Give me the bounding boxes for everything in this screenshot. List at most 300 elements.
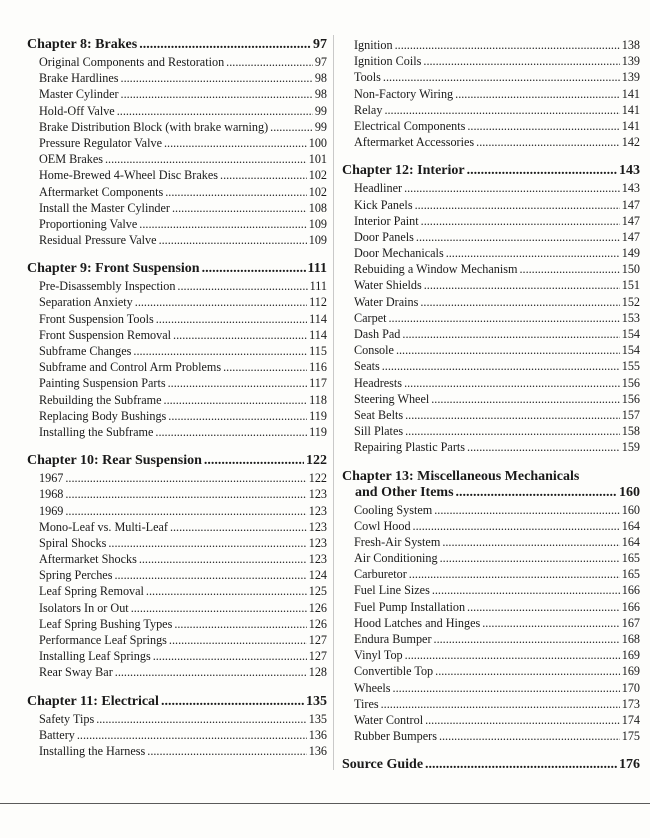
toc-entry-page: 126 bbox=[308, 616, 327, 631]
toc-entry[interactable] bbox=[27, 711, 327, 727]
leader-dots bbox=[435, 663, 620, 679]
toc-entry-page: 109 bbox=[308, 216, 327, 231]
toc-entry-title: Convertible Top bbox=[354, 664, 434, 679]
toc-entry[interactable] bbox=[342, 647, 640, 663]
toc-entry[interactable] bbox=[27, 648, 327, 664]
toc-entry-page: 154 bbox=[621, 343, 640, 358]
toc-entry[interactable] bbox=[27, 103, 327, 119]
toc-entry-page: 139 bbox=[621, 70, 640, 85]
toc-entry-title: Seat Belts bbox=[354, 407, 404, 422]
chapter-title: Chapter 9: Front Suspension bbox=[27, 261, 200, 277]
toc-entry[interactable] bbox=[342, 599, 640, 615]
toc-entry-title: Rebuilding the Subframe bbox=[39, 392, 162, 407]
toc-entry[interactable] bbox=[27, 232, 327, 248]
toc-entry[interactable] bbox=[342, 197, 640, 213]
leader-dots bbox=[139, 216, 306, 232]
toc-chapter bbox=[27, 37, 327, 248]
leader-dots bbox=[168, 375, 308, 391]
leader-dots bbox=[131, 600, 307, 616]
toc-entry-page: 167 bbox=[621, 615, 640, 630]
toc-entry[interactable] bbox=[27, 184, 327, 200]
leader-dots bbox=[77, 727, 307, 743]
toc-entry-page: 149 bbox=[621, 246, 640, 261]
toc-entry-page: 123 bbox=[308, 535, 327, 550]
toc-entry[interactable] bbox=[27, 486, 327, 502]
leader-dots bbox=[226, 54, 313, 70]
toc-entry-title: Subframe Changes bbox=[39, 344, 132, 358]
toc-entry-title: Front Suspension Removal bbox=[39, 327, 172, 342]
toc-entry-page: 138 bbox=[621, 38, 640, 52]
toc-entry-title: Install the Master Cylinder bbox=[39, 200, 170, 215]
chapter-title-line2 bbox=[342, 485, 640, 501]
leader-dots bbox=[383, 69, 620, 85]
chapter-heading[interactable] bbox=[27, 453, 327, 469]
toc-entry-title: 1969 bbox=[39, 503, 64, 518]
leader-dots bbox=[172, 200, 307, 216]
toc-entry-title: Painting Suspension Parts bbox=[39, 376, 166, 391]
leader-dots bbox=[170, 519, 307, 535]
leader-dots bbox=[146, 583, 307, 599]
toc-entry[interactable] bbox=[27, 167, 327, 183]
toc-entry[interactable] bbox=[342, 728, 640, 744]
leader-dots bbox=[404, 375, 620, 391]
chapter-title: Chapter 8: Brakes bbox=[27, 37, 138, 52]
toc-entry[interactable] bbox=[27, 424, 327, 440]
toc-entry-page: 142 bbox=[621, 135, 640, 150]
toc-entry[interactable] bbox=[342, 245, 640, 261]
toc-entry[interactable] bbox=[27, 583, 327, 599]
leader-dots bbox=[442, 534, 619, 550]
toc-entry-title: Water Drains bbox=[354, 294, 419, 309]
toc-chapter bbox=[342, 469, 640, 745]
leader-dots bbox=[114, 567, 306, 583]
toc-entry[interactable] bbox=[27, 327, 327, 343]
leader-dots bbox=[432, 582, 620, 598]
leader-dots bbox=[164, 135, 307, 151]
toc-entry[interactable] bbox=[27, 567, 327, 583]
toc-entry-title: Original Components and Restoration bbox=[39, 55, 225, 69]
toc-entry-title: Carpet bbox=[354, 310, 387, 325]
toc-entry[interactable] bbox=[27, 743, 327, 759]
leader-dots bbox=[416, 229, 620, 245]
toc-entry[interactable] bbox=[27, 151, 327, 167]
toc-entry-title: Mono-Leaf vs. Multi-Leaf bbox=[39, 519, 168, 534]
toc-entry-title: Cowl Hood bbox=[354, 518, 411, 533]
toc-entry[interactable] bbox=[27, 86, 327, 102]
leader-dots bbox=[135, 294, 307, 310]
toc-entry-page: 102 bbox=[308, 168, 327, 183]
chapter-title-cont: and Other Items bbox=[355, 484, 454, 500]
toc-entry-page: 155 bbox=[621, 359, 640, 374]
toc-entry[interactable] bbox=[342, 375, 640, 391]
toc-entry-title: Front Suspension Tools bbox=[39, 311, 154, 326]
toc-entry-title: 1968 bbox=[39, 487, 64, 502]
toc-entry-title: Pressure Regulator Valve bbox=[39, 135, 162, 150]
toc-entry[interactable] bbox=[342, 391, 640, 407]
toc-entry-title: Seats bbox=[354, 359, 380, 374]
leader-dots bbox=[389, 310, 620, 326]
toc-entry[interactable] bbox=[27, 343, 327, 359]
toc-entry[interactable] bbox=[27, 278, 327, 294]
toc-entry-page: 170 bbox=[621, 680, 640, 695]
leader-dots bbox=[456, 485, 617, 501]
leader-dots bbox=[168, 408, 307, 424]
toc-entry-title: Rear Sway Bar bbox=[39, 665, 113, 680]
leader-dots bbox=[424, 277, 620, 293]
toc-entry-page: 151 bbox=[621, 278, 640, 293]
toc-entry-title: Hold-Off Valve bbox=[39, 103, 115, 118]
leader-dots bbox=[405, 647, 620, 663]
leader-dots bbox=[482, 615, 619, 631]
toc-entry-page: 164 bbox=[621, 534, 640, 549]
leader-dots bbox=[519, 261, 619, 277]
leader-dots bbox=[421, 213, 620, 229]
leader-dots bbox=[133, 343, 307, 359]
toc-entry[interactable] bbox=[342, 407, 640, 423]
toc-entry-title: Electrical Components bbox=[354, 118, 466, 133]
toc-entry-page: 123 bbox=[308, 503, 327, 518]
toc-entry-page: 136 bbox=[308, 727, 327, 742]
toc-entry-title: Aftermarket Accessories bbox=[354, 135, 475, 150]
toc-entry-page: 125 bbox=[308, 584, 327, 599]
toc-entry-page: 114 bbox=[309, 327, 327, 342]
toc-entry[interactable] bbox=[342, 439, 640, 455]
leader-dots bbox=[425, 757, 617, 773]
toc-entry-title: Pre-Disassembly Inspection bbox=[39, 279, 176, 294]
toc-entry-page: 127 bbox=[308, 633, 327, 647]
leader-dots bbox=[65, 503, 306, 519]
toc-entry[interactable] bbox=[342, 358, 640, 374]
leader-dots bbox=[121, 70, 313, 86]
toc-entry-page: 111 bbox=[309, 279, 327, 294]
toc-entry[interactable] bbox=[342, 663, 640, 679]
toc-entry-title: Headliner bbox=[354, 181, 403, 196]
toc-entry-title: Console bbox=[354, 343, 394, 358]
toc-entry[interactable] bbox=[27, 503, 327, 519]
toc-entry-page: 127 bbox=[308, 649, 327, 664]
source-guide-heading[interactable] bbox=[342, 757, 640, 773]
leader-dots bbox=[431, 391, 619, 407]
toc-entry[interactable] bbox=[27, 519, 327, 535]
chapter-heading[interactable] bbox=[27, 694, 327, 710]
toc-entry-title: Interior Paint bbox=[354, 213, 419, 228]
toc-entry-title: Carburetor bbox=[354, 567, 407, 582]
leader-dots bbox=[405, 423, 620, 439]
leader-dots bbox=[415, 197, 620, 213]
chapter-page: 97 bbox=[313, 37, 327, 52]
leader-dots bbox=[404, 180, 620, 196]
toc-entry-page: 166 bbox=[621, 583, 640, 598]
toc-entry-title: Replacing Body Bushings bbox=[39, 408, 167, 423]
toc-entry-title: Water Shields bbox=[354, 278, 422, 293]
toc-entry-page: 109 bbox=[308, 233, 327, 248]
chapter-page: 143 bbox=[619, 163, 640, 179]
leader-dots bbox=[413, 518, 620, 534]
leader-dots bbox=[105, 151, 307, 167]
leader-dots bbox=[467, 163, 617, 179]
leader-dots bbox=[177, 278, 307, 294]
toc-entry-page: 152 bbox=[621, 294, 640, 309]
toc-entry[interactable] bbox=[342, 326, 640, 342]
toc-entry[interactable] bbox=[27, 70, 327, 86]
leader-dots bbox=[202, 261, 306, 277]
toc-entry[interactable] bbox=[27, 119, 327, 135]
leader-dots bbox=[402, 326, 619, 342]
toc-entry[interactable] bbox=[27, 135, 327, 151]
toc-entry-title: Fuel Line Sizes bbox=[354, 583, 430, 598]
toc-entry-page: 165 bbox=[621, 567, 640, 582]
source-guide-page: 176 bbox=[619, 757, 640, 773]
leader-dots bbox=[108, 535, 306, 551]
toc-entry-title: Water Control bbox=[354, 712, 424, 727]
toc-entry[interactable] bbox=[342, 696, 640, 712]
toc-entry-page: 159 bbox=[621, 440, 640, 455]
chapter-page: 111 bbox=[307, 261, 327, 277]
toc-entry-title: Tires bbox=[354, 696, 379, 711]
toc-entry-title: Spring Perches bbox=[39, 568, 113, 583]
chapter-title: Chapter 10: Rear Suspension bbox=[27, 453, 202, 469]
toc-entry[interactable] bbox=[342, 534, 640, 550]
toc-entry-title: Fresh-Air System bbox=[354, 534, 441, 549]
toc-entry-title: Ignition Coils bbox=[354, 54, 422, 69]
toc-entry-title: Leaf Spring Removal bbox=[39, 584, 144, 599]
toc-entry-title: Rubber Bumpers bbox=[354, 729, 437, 744]
toc-entry[interactable] bbox=[27, 311, 327, 327]
toc-entry[interactable] bbox=[27, 200, 327, 216]
toc-entry-page: 150 bbox=[621, 262, 640, 277]
leader-dots bbox=[65, 486, 306, 502]
toc-entry[interactable] bbox=[27, 54, 327, 70]
toc-entry-page: 141 bbox=[621, 118, 640, 133]
leader-dots bbox=[425, 712, 620, 728]
toc-entry-page: 156 bbox=[621, 391, 640, 406]
toc-entry[interactable] bbox=[342, 229, 640, 245]
toc-entry[interactable] bbox=[342, 423, 640, 439]
chapter-page: 160 bbox=[619, 484, 640, 500]
chapter-page: 122 bbox=[306, 453, 327, 469]
leader-dots bbox=[173, 327, 307, 343]
leader-dots bbox=[204, 453, 304, 469]
toc-entry-page: 147 bbox=[621, 229, 640, 244]
toc-entry-page: 174 bbox=[621, 712, 640, 727]
toc-entry-page: 154 bbox=[621, 327, 640, 341]
leader-dots bbox=[96, 711, 307, 727]
toc-entry[interactable] bbox=[342, 261, 640, 277]
toc-entry[interactable] bbox=[342, 213, 640, 229]
chapter-heading[interactable] bbox=[27, 37, 327, 53]
leader-dots bbox=[220, 167, 307, 183]
toc-entry-title: Leaf Spring Bushing Types bbox=[39, 616, 173, 631]
toc-entry[interactable] bbox=[342, 53, 640, 69]
toc-chapter bbox=[27, 453, 327, 680]
toc-entry[interactable] bbox=[342, 37, 640, 53]
toc-entry-page: 118 bbox=[309, 392, 327, 407]
toc-entry-title: Master Cylinder bbox=[39, 87, 119, 102]
leader-dots bbox=[139, 37, 311, 53]
toc-entry-title: Steering Wheel bbox=[354, 391, 430, 406]
leader-dots bbox=[65, 470, 306, 486]
toc-entry[interactable] bbox=[342, 566, 640, 582]
toc-entry-title: 1967 bbox=[39, 471, 64, 486]
chapter-heading[interactable] bbox=[27, 261, 327, 277]
chapter-page: 135 bbox=[306, 693, 327, 709]
toc-entry-page: 100 bbox=[308, 135, 327, 150]
leader-dots bbox=[161, 694, 304, 710]
leader-dots bbox=[395, 37, 620, 53]
toc-entry-title: Installing Leaf Springs bbox=[39, 649, 151, 664]
toc-entry[interactable] bbox=[342, 102, 640, 118]
leader-dots bbox=[156, 311, 307, 327]
toc-entry[interactable] bbox=[342, 342, 640, 358]
source-guide-title: Source Guide bbox=[342, 757, 424, 773]
leader-dots bbox=[393, 680, 620, 696]
toc-entry-page: 98 bbox=[314, 87, 327, 102]
toc-entry-page: 147 bbox=[621, 213, 640, 228]
footer-rule bbox=[0, 803, 650, 804]
toc-entry-page: 169 bbox=[621, 664, 640, 679]
leader-dots bbox=[384, 102, 619, 118]
toc-entry-title: Door Panels bbox=[354, 229, 414, 244]
toc-entry-page: 139 bbox=[621, 54, 640, 69]
leader-dots bbox=[439, 728, 620, 744]
toc-entry[interactable] bbox=[342, 86, 640, 102]
toc-entry[interactable] bbox=[27, 600, 327, 616]
toc-chapter-continued bbox=[342, 37, 640, 150]
toc-entry-title: Relay bbox=[354, 102, 383, 117]
chapter-title: Chapter 12: Interior bbox=[342, 163, 465, 179]
toc-entry[interactable] bbox=[342, 550, 640, 566]
chapter-heading[interactable] bbox=[342, 163, 640, 179]
toc-entry[interactable] bbox=[27, 408, 327, 424]
toc-entry-page: 98 bbox=[314, 71, 327, 86]
toc-entry-page: 122 bbox=[308, 471, 327, 486]
leader-dots bbox=[467, 599, 620, 615]
leader-dots bbox=[423, 53, 619, 69]
leader-dots bbox=[420, 294, 619, 310]
toc-entry-title: Installing the Subframe bbox=[39, 424, 154, 439]
chapter-heading[interactable] bbox=[342, 469, 640, 501]
toc-entry-title: Separation Anxiety bbox=[39, 295, 133, 310]
leader-dots bbox=[467, 118, 619, 134]
toc-entry-page: 108 bbox=[308, 200, 327, 215]
chapter-title: Chapter 11: Electrical bbox=[27, 693, 159, 709]
toc-entry-page: 102 bbox=[308, 184, 327, 199]
toc-entry-page: 166 bbox=[621, 599, 640, 614]
leader-dots bbox=[440, 550, 620, 566]
toc-entry[interactable] bbox=[342, 277, 640, 293]
leader-dots bbox=[270, 119, 313, 135]
toc-entry-title: Ignition bbox=[354, 38, 393, 52]
toc-entry-page: 173 bbox=[621, 696, 640, 711]
toc-entry[interactable] bbox=[27, 294, 327, 310]
toc-entry[interactable] bbox=[342, 69, 640, 85]
toc-entry-title: Vinyl Top bbox=[354, 648, 403, 663]
toc-left-column bbox=[27, 37, 327, 772]
toc-entry-title: Installing the Harness bbox=[39, 743, 146, 758]
toc-entry-page: 112 bbox=[309, 295, 327, 310]
toc-entry[interactable] bbox=[342, 518, 640, 534]
leader-dots bbox=[155, 424, 307, 440]
toc-entry-page: 119 bbox=[309, 424, 327, 439]
toc-entry-page: 123 bbox=[308, 552, 327, 567]
toc-chapter bbox=[27, 261, 327, 440]
toc-entry-page: 165 bbox=[621, 551, 640, 566]
toc-entry[interactable] bbox=[27, 632, 327, 648]
toc-entry[interactable] bbox=[27, 616, 327, 632]
toc-entry[interactable] bbox=[342, 502, 640, 518]
toc-entry-page: 175 bbox=[621, 729, 640, 744]
toc-entry-title: Repairing Plastic Parts bbox=[354, 440, 466, 455]
toc-right-column bbox=[342, 37, 640, 773]
toc-entry-title: Residual Pressure Valve bbox=[39, 233, 157, 248]
leader-dots bbox=[434, 631, 620, 647]
toc-entry-page: 124 bbox=[308, 568, 327, 583]
toc-entry-page: 128 bbox=[308, 665, 327, 680]
leader-dots bbox=[382, 358, 620, 374]
toc-entry-title: Aftermarket Shocks bbox=[39, 552, 137, 567]
toc-entry[interactable] bbox=[342, 118, 640, 134]
toc-entry-page: 119 bbox=[309, 408, 327, 423]
toc-entry[interactable] bbox=[342, 310, 640, 326]
toc-entry-title: Cooling System bbox=[354, 502, 433, 517]
toc-entry-title: Aftermarket Components bbox=[39, 184, 164, 199]
toc-entry-page: 168 bbox=[621, 632, 640, 646]
toc-entry-page: 158 bbox=[621, 424, 640, 439]
toc-entry[interactable] bbox=[342, 134, 640, 150]
toc-entry[interactable] bbox=[342, 680, 640, 696]
leader-dots bbox=[405, 407, 620, 423]
toc-entry[interactable] bbox=[342, 582, 640, 598]
toc-entry[interactable] bbox=[27, 551, 327, 567]
toc-entry[interactable] bbox=[27, 216, 327, 232]
toc-entry-page: 101 bbox=[308, 152, 327, 167]
toc-entry-page: 116 bbox=[309, 360, 327, 375]
toc-entry-page: 156 bbox=[621, 375, 640, 390]
leader-dots bbox=[159, 232, 307, 248]
toc-entry-title: Proportioning Valve bbox=[39, 216, 138, 231]
toc-entry[interactable] bbox=[342, 631, 640, 647]
toc-entry-page: 114 bbox=[309, 311, 327, 326]
toc-entry[interactable] bbox=[27, 535, 327, 551]
leader-dots bbox=[476, 134, 620, 150]
toc-entry[interactable] bbox=[27, 664, 327, 680]
leader-dots bbox=[446, 245, 620, 261]
toc-entry[interactable] bbox=[342, 712, 640, 728]
toc-entry[interactable] bbox=[342, 615, 640, 631]
toc-entry[interactable] bbox=[27, 375, 327, 391]
toc-entry-page: 153 bbox=[621, 310, 640, 325]
toc-entry-title: Non-Factory Wiring bbox=[354, 86, 454, 101]
toc-entry-page: 164 bbox=[621, 518, 640, 533]
chapter-title-line1: Chapter 13: Miscellaneous Mechanicals bbox=[342, 468, 580, 484]
toc-entry[interactable] bbox=[27, 359, 327, 375]
toc-entry-title: Fuel Pump Installation bbox=[354, 599, 466, 614]
toc-entry[interactable] bbox=[27, 727, 327, 743]
toc-entry-page: 157 bbox=[621, 407, 640, 422]
toc-entry[interactable] bbox=[342, 180, 640, 196]
toc-entry-title: Isolators In or Out bbox=[39, 600, 129, 615]
toc-entry-page: 136 bbox=[308, 743, 327, 758]
toc-chapter bbox=[342, 163, 640, 455]
toc-entry[interactable] bbox=[27, 470, 327, 486]
toc-entry[interactable] bbox=[342, 294, 640, 310]
toc-entry[interactable] bbox=[27, 392, 327, 408]
toc-entry-title: Sill Plates bbox=[354, 424, 404, 439]
toc-entry-page: 143 bbox=[621, 181, 640, 196]
toc-entry-title: OEM Brakes bbox=[39, 152, 103, 167]
column-divider bbox=[333, 35, 334, 770]
leader-dots bbox=[147, 743, 306, 759]
